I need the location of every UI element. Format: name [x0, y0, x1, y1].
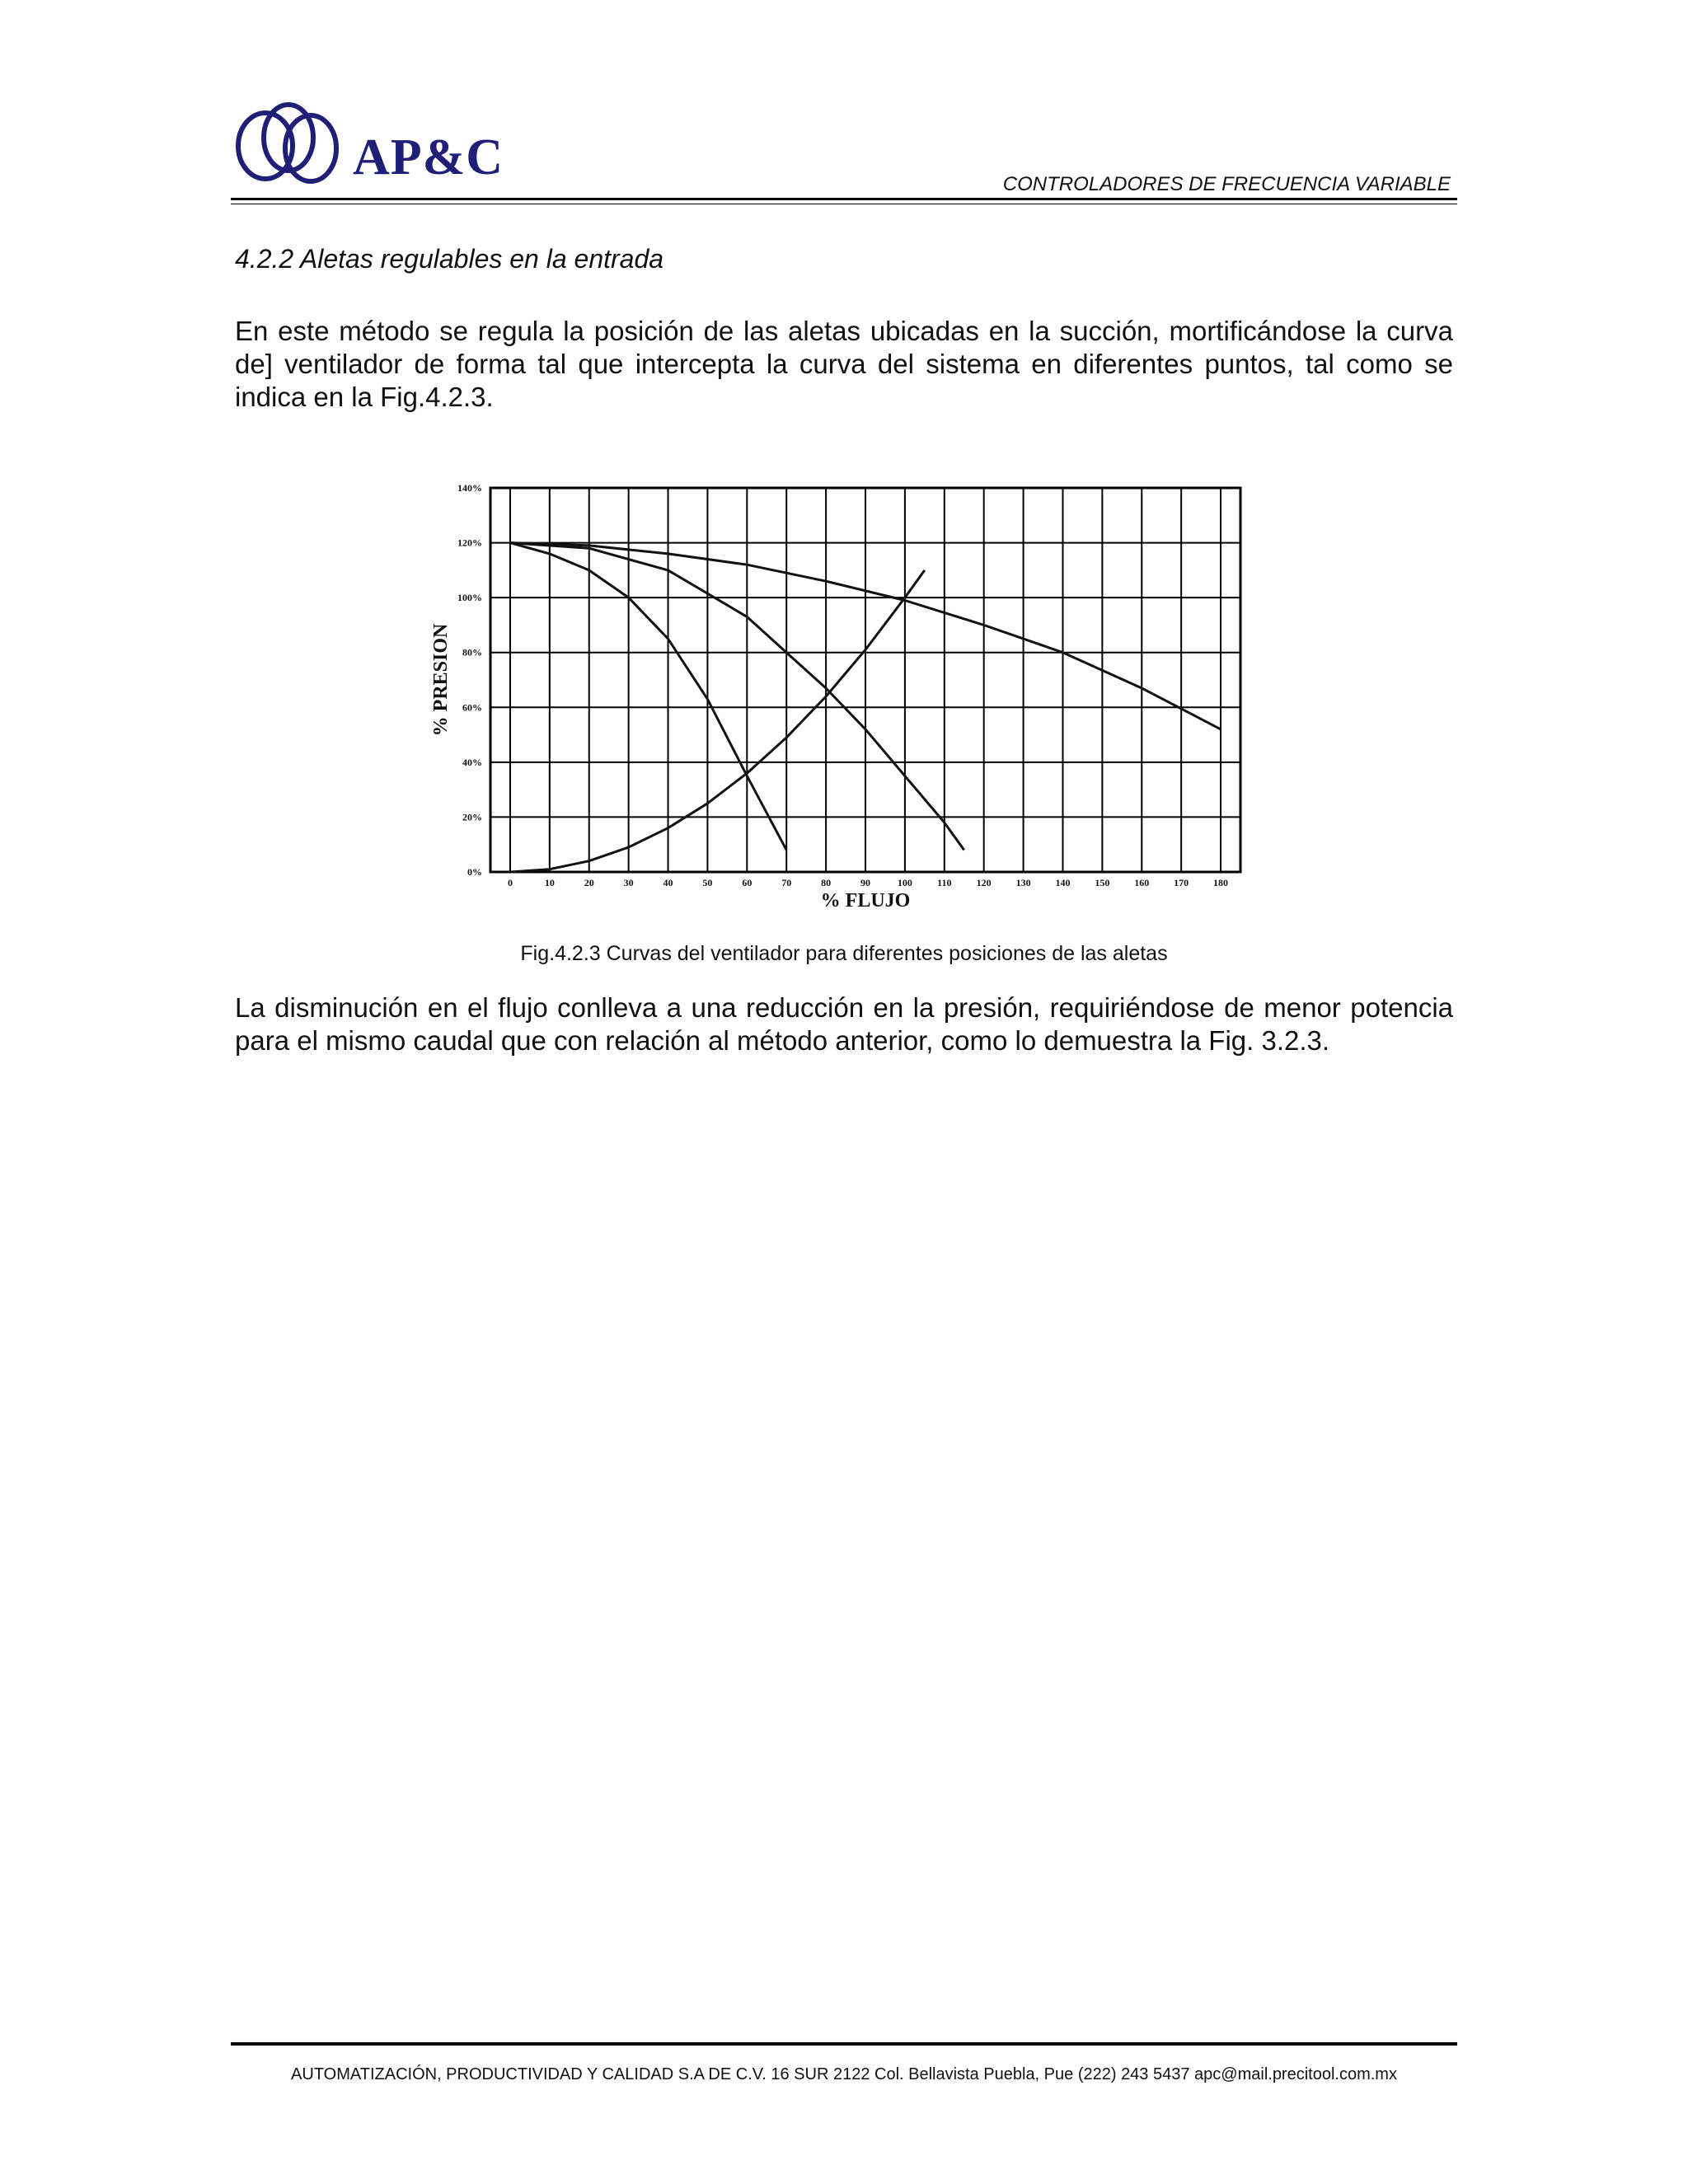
y-tick-label: 0%: [467, 866, 482, 878]
series-line: [510, 543, 964, 851]
x-axis-label: % FLUJO: [820, 890, 911, 912]
logo-wordmark: AP&C: [353, 129, 504, 185]
y-tick-labels: [457, 482, 482, 878]
figure-caption: Fig.4.2.3 Curvas del ventilador para diferentes posiciones de las aletas: [520, 942, 1168, 965]
body-paragraph-1: En este método se regula la posición de las aletas ubicadas en la succión, mortificándose la curva de] ventilador de forma tal que intercepta la curva del sistema en diferentes puntos, tal como se indica en la Fig.4.2.3.: [235, 316, 1453, 412]
fan-curves-chart: [429, 474, 1253, 919]
section-heading: 4.2.2 Aletas regulables en la entrada: [235, 244, 664, 274]
x-tick-label: 30: [623, 877, 634, 888]
x-tick-label: 10: [544, 877, 555, 888]
y-tick-label: 100%: [457, 592, 482, 604]
x-tick-label: 60: [742, 877, 753, 888]
x-tick-label: 160: [1134, 877, 1150, 888]
x-tick-label: 120: [976, 877, 992, 888]
footer-text: AUTOMATIZACIÓN, PRODUCTIVIDAD Y CALIDAD S.A DE C.V. 16 SUR 2122 Col. Bellavista Puebla, Pue (222) 243 5437 apc@mail.precitool.com.mx: [291, 2065, 1397, 2083]
y-tick-label: 140%: [457, 482, 482, 494]
y-tick-label: 120%: [457, 537, 482, 549]
x-tick-label: 130: [1015, 877, 1031, 888]
y-tick-label: 20%: [462, 811, 482, 823]
chart-grid: [490, 488, 1240, 872]
x-tick-labels: [508, 877, 1228, 888]
rings-logo-icon: [232, 101, 348, 191]
x-tick-label: 90: [860, 877, 870, 888]
x-tick-label: 40: [663, 877, 673, 888]
company-logo: [232, 101, 529, 191]
footer-divider: [231, 2042, 1457, 2046]
x-tick-label: 70: [781, 877, 792, 888]
body-paragraph-2: La disminución en el flujo conlleva a una reducción en la presión, requiriéndose de menor potencia para el mismo caudal que con relación al método anterior, como lo demuestra la Fig. 3.2.3.: [235, 992, 1453, 1056]
series-line: [510, 570, 925, 872]
x-tick-label: 170: [1174, 877, 1189, 888]
header-divider: [231, 198, 1457, 200]
x-tick-label: 80: [821, 877, 832, 888]
y-tick-label: 80%: [462, 646, 482, 658]
y-axis-label: % PRESION: [430, 623, 452, 737]
x-tick-label: 180: [1213, 877, 1229, 888]
x-tick-label: 20: [584, 877, 594, 888]
x-tick-label: 0: [507, 877, 513, 888]
x-tick-label: 140: [1055, 877, 1071, 888]
x-tick-label: 150: [1095, 877, 1110, 888]
y-tick-label: 60%: [462, 701, 482, 714]
series-line: [510, 543, 786, 851]
y-tick-label: 40%: [462, 756, 482, 768]
x-tick-label: 110: [937, 877, 952, 888]
fan-curves-figure: [429, 474, 1253, 919]
x-tick-label: 100: [897, 877, 912, 888]
x-tick-label: 50: [702, 877, 713, 888]
header-title: CONTROLADORES DE FRECUENCIA VARIABLE: [1002, 173, 1451, 195]
